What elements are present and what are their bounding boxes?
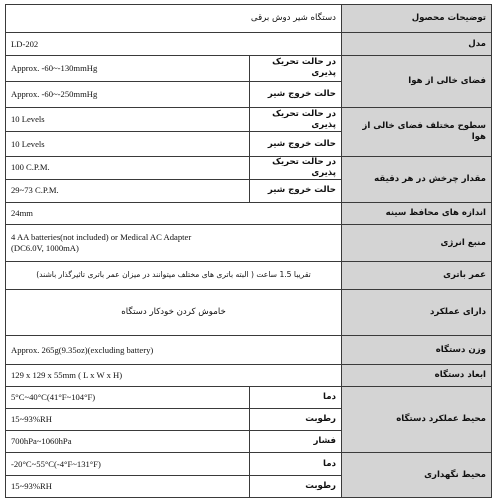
levels-stimulation-label: در حالت تحریک پذیری xyxy=(250,108,342,132)
model-value: LD-202 xyxy=(6,33,342,55)
model-label: مدل xyxy=(342,33,492,55)
dimensions-value: 129 x 129 x 55mm ( L x W x H) xyxy=(6,364,342,386)
storage-environment-label: محیط نگهداری xyxy=(342,453,492,498)
table-row xyxy=(6,336,492,364)
weight-label: وزن دستگاه xyxy=(342,336,492,364)
levels-stimulation-value: 10 Levels xyxy=(6,108,250,132)
cycles-stimulation-value: 100 C.P.M. xyxy=(6,156,250,179)
auto-shutoff-value: خاموش کردن خودکار دستگاه xyxy=(6,289,342,335)
table-row xyxy=(6,289,492,335)
table-row xyxy=(6,202,492,224)
operating-humidity-label: رطوبت xyxy=(250,409,342,431)
product-description-label: توضیحات محصول xyxy=(342,5,492,33)
table-row xyxy=(6,225,492,261)
table-row xyxy=(6,55,492,81)
vacuum-label: فضای خالی از هوا xyxy=(342,55,492,108)
product-description-value: دستگاه شیر دوش برقی xyxy=(6,5,342,33)
levels-label: سطوح مختلف فضای خالی از هوا xyxy=(342,108,492,156)
table-row xyxy=(6,5,492,33)
cycles-stimulation-label: در حالت تحریک پذیری xyxy=(250,156,342,179)
operating-pressure-label: فشار xyxy=(250,431,342,453)
table-row xyxy=(6,261,492,289)
dimensions-label: ابعاد دستگاه xyxy=(342,364,492,386)
operating-environment-label: محیط عملکرد دستگاه xyxy=(342,386,492,453)
table-row xyxy=(6,108,492,132)
vacuum-expression-value: Approx. -60~-250mmHg xyxy=(6,81,250,107)
vacuum-stimulation-value: Approx. -60~-130mmHg xyxy=(6,55,250,81)
cycles-label: مقدار چرخش در هر دقیقه xyxy=(342,156,492,202)
battery-life-label: عمر باتری xyxy=(342,261,492,289)
cycles-expression-label: حالت خروج شیر xyxy=(250,179,342,202)
weight-value: Approx. 265g(9.35oz)(excluding battery) xyxy=(6,336,342,364)
table-row xyxy=(6,364,492,386)
table-row xyxy=(6,156,492,179)
storage-humidity-label: رطوبت xyxy=(250,475,342,497)
table-row xyxy=(6,33,492,55)
power-source-value xyxy=(6,225,342,261)
table-row xyxy=(6,453,492,475)
storage-humidity-value: 15~93%RH xyxy=(6,475,250,497)
battery-life-value: تقریبا 1.5 ساعت ( البته باتری های مختلف میتوانند در میزان عمر باتری تاثیرگذار باشند) xyxy=(6,261,342,289)
levels-expression-label: حالت خروج شیر xyxy=(250,132,342,156)
spec-table xyxy=(5,4,492,498)
operating-humidity-value: 15~93%RH xyxy=(6,409,250,431)
power-source-label: منبع انرژی xyxy=(342,225,492,261)
shield-size-value: 24mm xyxy=(6,202,342,224)
power-source-line-1: 4 AA batteries(not included) or Medical AC Adapter xyxy=(11,232,192,243)
features-label: دارای عملکرد xyxy=(342,289,492,335)
operating-temperature-value: 5°C~40°C(41°F~104°F) xyxy=(6,386,250,408)
operating-pressure-value: 700hPa~1060hPa xyxy=(6,431,250,453)
vacuum-stimulation-label: در حالت تحریک پذیری xyxy=(250,55,342,81)
power-source-line-2: (DC6.0V, 1000mA) xyxy=(11,242,79,253)
levels-expression-value: 10 Levels xyxy=(6,132,250,156)
cycles-expression-value: 29~73 C.P.M. xyxy=(6,179,250,202)
storage-temperature-label: دما xyxy=(250,453,342,475)
storage-temperature-value: -20°C~55°C(-4°F~131°F) xyxy=(6,453,250,475)
operating-temperature-label: دما xyxy=(250,386,342,408)
table-row xyxy=(6,386,492,408)
shield-size-label: اندازه های محافظ سینه xyxy=(342,202,492,224)
vacuum-expression-label: حالت خروج شیر xyxy=(250,81,342,107)
